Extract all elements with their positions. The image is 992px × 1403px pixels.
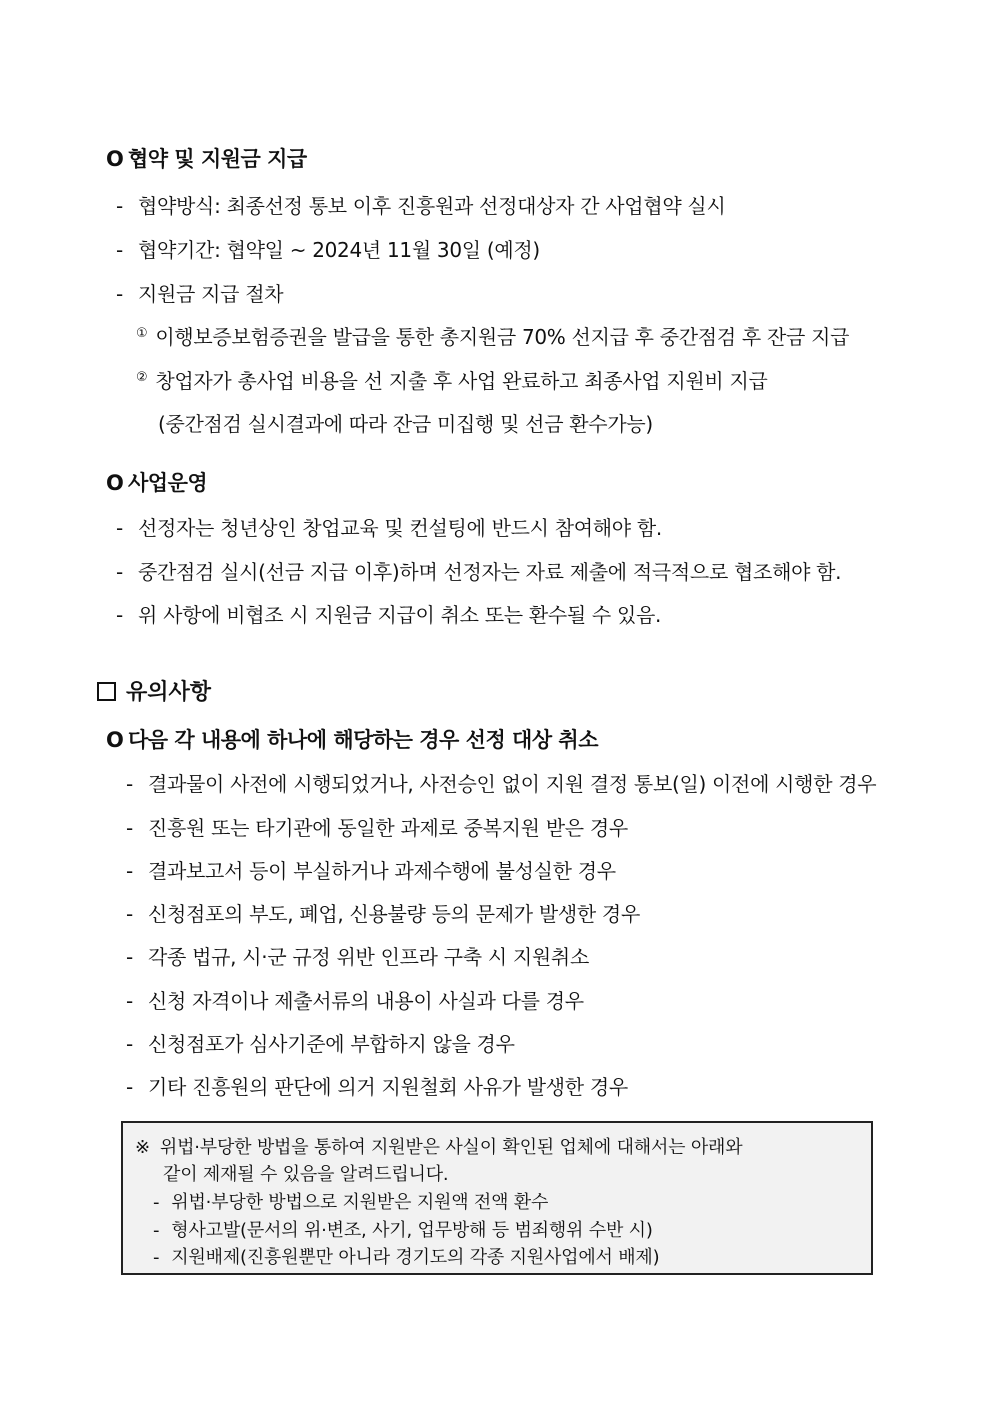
list-item-text: 협약기간: 협약일 ~ 2024년 11월 30일 (예정) [138,238,540,262]
list-item [126,1028,515,1057]
numbered-item [136,365,768,394]
dash-bullet: - [153,1192,160,1213]
dash-bullet: - [126,989,133,1013]
dash-bullet: - [126,772,133,796]
notice-item [153,1188,548,1214]
caution-heading [97,675,211,706]
list-item [126,855,616,884]
dash-bullet: - [126,902,133,926]
item-number: ② [136,370,148,385]
section-heading-operation [106,467,207,497]
dash-bullet: - [116,238,123,262]
section-heading-agreement [106,143,307,173]
notice-line: 같이 제재될 수 있음을 알려드립니다. [163,1164,449,1185]
list-item [116,512,662,541]
notice-item-text: 형사고발(문서의 위·변조, 사기, 업무방해 등 범죄행위 수반 시) [171,1220,653,1241]
numbered-item [136,321,849,350]
list-item [116,278,283,307]
list-item [126,985,584,1014]
list-item [116,599,661,628]
notice-item [153,1216,653,1242]
list-item-text: 중간점검 실시(선금 지급 이후)하며 선정자는 자료 제출에 적극적으로 협조해야 함. [138,560,842,584]
dash-bullet: - [126,859,133,883]
list-item [126,768,876,797]
list-item-text: 신청 자격이나 제출서류의 내용이 사실과 다를 경우 [148,989,584,1013]
dash-bullet: - [126,1075,133,1099]
notice-box [121,1121,873,1275]
dash-bullet: - [116,282,123,306]
dash-bullet: - [116,560,123,584]
caution-title: 유의사항 [126,680,212,705]
dash-bullet: - [116,516,123,540]
circle-bullet: O [106,728,124,752]
square-bullet-icon [97,682,116,701]
list-item-text: 지원금 지급 절차 [138,282,284,306]
list-item-text: 신청점포가 심사기준에 부합하지 않을 경우 [148,1032,515,1056]
circle-bullet: O [106,147,124,171]
dash-bullet: - [126,816,133,840]
dash-bullet: - [126,1032,133,1056]
item-number: ① [136,326,148,341]
notice-line [135,1133,742,1159]
list-item [126,941,589,970]
list-item-text: 각종 법규, 시·군 규정 위반 인프라 구축 시 지원취소 [148,945,589,969]
dash-bullet: - [116,603,123,627]
caution-subtitle: 다음 각 내용에 하나에 해당하는 경우 선정 대상 취소 [128,728,598,752]
notice-item [153,1243,659,1269]
list-item-text: 협약방식: 최종선정 통보 이후 진흥원과 선정대상자 간 사업협약 실시 [138,194,726,218]
list-item-text: 선정자는 청년상인 창업교육 및 컨설팅에 반드시 참여해야 함. [138,516,662,540]
list-item [116,190,725,219]
list-item-text: 신청점포의 부도, 폐업, 신용불량 등의 문제가 발생한 경우 [148,902,640,926]
list-item [126,1071,628,1100]
list-item [116,234,540,263]
dash-bullet: - [153,1247,160,1268]
list-item [116,556,841,585]
section-title: 사업운영 [128,471,208,495]
list-item-text: 기타 진흥원의 판단에 의거 지원철회 사유가 발생한 경우 [148,1075,628,1099]
dash-bullet: - [153,1220,160,1241]
list-item-text: 진흥원 또는 타기관에 동일한 과제로 중복지원 받은 경우 [148,816,628,840]
list-item-text: 결과보고서 등이 부실하거나 과제수행에 불성실한 경우 [148,859,616,883]
list-item [126,898,640,927]
list-item [126,812,628,841]
list-item-text: 결과물이 사전에 시행되었거나, 사전승인 없이 지원 결정 통보(일) 이전에 시행한 경우 [148,772,877,796]
dash-bullet: - [126,945,133,969]
numbered-item-text: 이행보증보험증권을 발급을 통한 총지원금 70% 선지급 후 중간점검 후 잔금 지급 [155,325,850,349]
dash-bullet: - [116,194,123,218]
list-item-text: 위 사항에 비협조 시 지원금 지급이 취소 또는 환수될 수 있음. [138,603,662,627]
caution-subheading [106,724,598,754]
reference-mark: ※ [135,1137,150,1158]
section-title: 협약 및 지원금 지급 [128,147,307,171]
circle-bullet: O [106,471,124,495]
note-text: (중간점검 실시결과에 따라 잔금 미집행 및 선금 환수가능) [158,412,653,436]
notice-item-text: 지원배제(진흥원뿐만 아니라 경기도의 각종 지원사업에서 배제) [171,1247,660,1268]
notice-text: 위법·부당한 방법을 통하여 지원받은 사실이 확인된 업체에 대해서는 아래와 [159,1137,743,1158]
numbered-item-text: 창업자가 총사업 비용을 선 지출 후 사업 완료하고 최종사업 지원비 지급 [155,369,768,393]
notice-item-text: 위법·부당한 방법으로 지원받은 지원액 전액 환수 [171,1192,549,1213]
